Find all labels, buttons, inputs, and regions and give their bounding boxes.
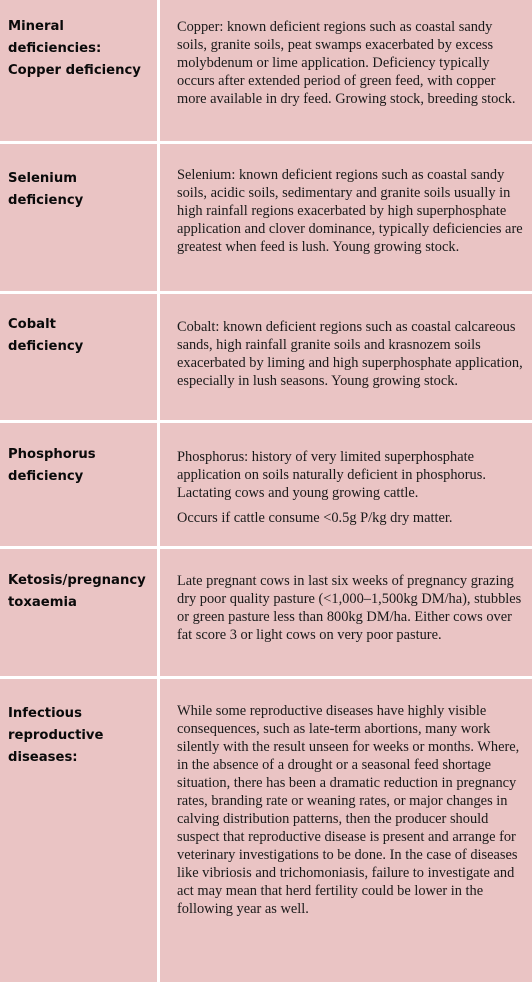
row-divider (0, 291, 532, 294)
row-term-ketosis: Ketosis/pregnancy toxaemia (8, 573, 146, 610)
row-description-copper (177, 18, 523, 108)
row-divider (0, 141, 532, 144)
row-term-infectious-reproductive: Infectious reproductive diseases: (8, 706, 104, 765)
row-divider (0, 676, 532, 679)
row-term-phosphorus: Phosphorus deficiency (8, 447, 96, 484)
row-description-infectious-reproductive (177, 702, 523, 918)
row-divider (0, 546, 532, 549)
row-term-selenium: Selenium deficiency (8, 171, 84, 208)
row-description-phosphorus (177, 448, 523, 527)
description-paragraph: While some reproductive diseases have highly visible consequences, such as late-term abortions, many work silently with the result unseen for weeks or months. Where, in the absence of a drought or a seasonal feed shortage situation, there has been a dramatic reduction in pregnancy rates, branding rate or weaning rates, or major changes in calving distribution patterns, then the producer should suspect that reproductive disease is present and arrange for veterinary investigations to be done. In the case of diseases like vibriosis and trichomoniasis, failure to investigate and act may mean that herd fertility could be lower in the following year as well. (177, 703, 520, 917)
row-term-cobalt: Cobalt deficiency (8, 317, 84, 354)
row-description-ketosis (177, 572, 523, 644)
column-divider (157, 0, 160, 982)
description-paragraph: Late pregnant cows in last six weeks of pregnancy grazing dry poor quality pasture (<1,000–1,500kg DM/ha), stubbles or green pasture less than 800kg DM/ha. Either cows over fat score 3 or light cows on very poor pasture. (177, 573, 522, 643)
description-paragraph: Cobalt: known deficient regions such as coastal calcareous sands, high rainfall granite soils and krasnozem soils exacerbated by liming and high superphosphate application, especially in lush seasons. Young growing stock. (177, 319, 523, 389)
description-paragraph: Occurs if cattle consume <0.5g P/kg dry matter. (177, 510, 453, 526)
row-description-selenium (177, 166, 523, 256)
row-description-cobalt (177, 318, 523, 390)
description-paragraph: Phosphorus: history of very limited superphosphate application on soils naturally deficient in phosphorus. Lactating cows and young growing cattle. (177, 449, 486, 501)
row-term-copper: Mineral deficiencies: Copper deficiency (8, 19, 141, 78)
row-divider (0, 420, 532, 423)
description-paragraph: Copper: known deficient regions such as coastal sandy soils, granite soils, peat swamps exacerbated by excess molybdenum or lime application. Deficiency typically occurs after extended period of green feed, with copper more available in dry feed. Growing stock, breeding stock. (177, 19, 516, 107)
description-paragraph: Selenium: known deficient regions such as coastal sandy soils, acidic soils, sedimentary and granite soils usually in high rainfall regions exacerbated by high superphosphate application and clover dominance, typically deficiencies are greatest when feed is lush. Young growing stock. (177, 167, 523, 255)
